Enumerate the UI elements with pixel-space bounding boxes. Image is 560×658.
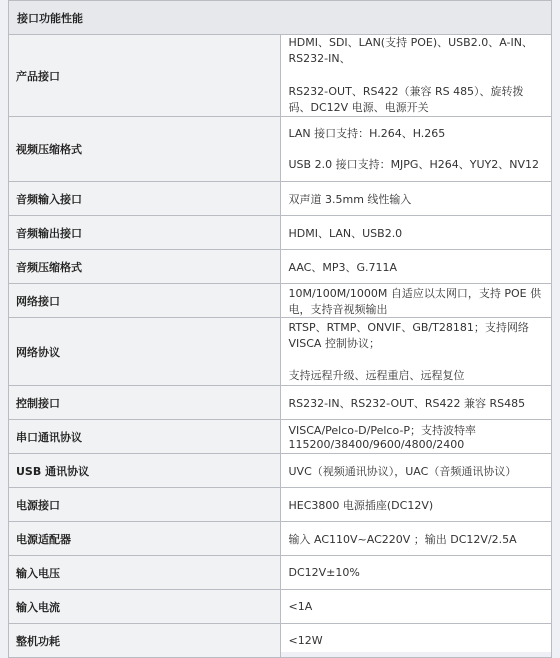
- row-value: [280, 35, 552, 117]
- row-label: 控制接口: [9, 386, 281, 420]
- row-value: HDMI、LAN、USB2.0: [280, 216, 552, 250]
- value-line: HDMI、SDI、LAN(支持 POE)、USB2.0、A-IN、RS232-IN、: [288, 36, 533, 65]
- row-value: 10M/100M/1000M 自适应以太网口，支持 POE 供电，支持音视频输出: [280, 284, 552, 318]
- row-value: RS232-IN、RS232-OUT、RS422 兼容 RS485: [280, 386, 552, 420]
- table-row: [9, 250, 552, 284]
- value-line: USB 2.0 接口支持：MJPG、H264、YUY2、NV12: [288, 157, 539, 171]
- row-label: 网络接口: [9, 284, 281, 318]
- row-label: 网络协议: [9, 318, 281, 386]
- table-row: [9, 488, 552, 522]
- table-row: [9, 590, 552, 624]
- table-row: [9, 284, 552, 318]
- table-row: [9, 35, 552, 117]
- row-value: UVC（视频通讯协议），UAC（音频通讯协议）: [280, 454, 552, 488]
- table-row: [9, 522, 552, 556]
- table-row: [9, 454, 552, 488]
- row-label: 电源接口: [9, 488, 281, 522]
- section-title: 接口功能性能: [9, 1, 552, 35]
- row-label: 整机功耗: [9, 624, 281, 658]
- row-label: 电源适配器: [9, 522, 281, 556]
- row-value: <1A: [280, 590, 552, 624]
- spec-table: [8, 0, 552, 658]
- table-row: [9, 386, 552, 420]
- row-value: AAC、MP3、G.711A: [280, 250, 552, 284]
- row-value: VISCA/Pelco-D/Pelco-P；支持波特率 115200/38400/9600/4800/2400: [280, 420, 552, 454]
- table-row: [9, 556, 552, 590]
- row-value: HEC3800 电源插座(DC12V): [280, 488, 552, 522]
- section-header-row: [9, 1, 552, 35]
- row-label: USB 通讯协议: [9, 454, 281, 488]
- row-label: 音频压缩格式: [9, 250, 281, 284]
- value-line: RTSP、RTMP、ONVIF、GB/T28181；支持网络 VISCA 控制协议；: [288, 320, 529, 350]
- row-label: 音频输出接口: [9, 216, 281, 250]
- row-label: 产品接口: [9, 35, 281, 117]
- row-value: 输入 AC110V~AC220V ；输出 DC12V/2.5A: [280, 522, 552, 556]
- row-label: 串口通讯协议: [9, 420, 281, 454]
- row-label: 音频输入接口: [9, 182, 281, 216]
- table-row: [9, 216, 552, 250]
- row-label: 输入电流: [9, 590, 281, 624]
- value-line: 支持远程升级、远程重启、远程复位: [288, 368, 465, 382]
- row-value: [280, 318, 552, 386]
- row-label: 视频压缩格式: [9, 117, 281, 182]
- row-value: [280, 117, 552, 182]
- table-row: [9, 318, 552, 386]
- row-value: <12W: [280, 624, 552, 658]
- table-row: [9, 420, 552, 454]
- row-label: 输入电压: [9, 556, 281, 590]
- table-row: [9, 624, 552, 658]
- value-line: LAN 接口支持：H.264、H.265: [288, 126, 446, 140]
- row-value: DC12V±10%: [280, 556, 552, 590]
- table-row: [9, 117, 552, 182]
- spec-sheet: [8, 0, 552, 652]
- value-line: RS232-OUT、RS422（兼容 RS 485）、旋转拨码、DC12V 电源、电源开关: [288, 85, 524, 114]
- table-row: [9, 182, 552, 216]
- row-value: 双声道 3.5mm 线性输入: [280, 182, 552, 216]
